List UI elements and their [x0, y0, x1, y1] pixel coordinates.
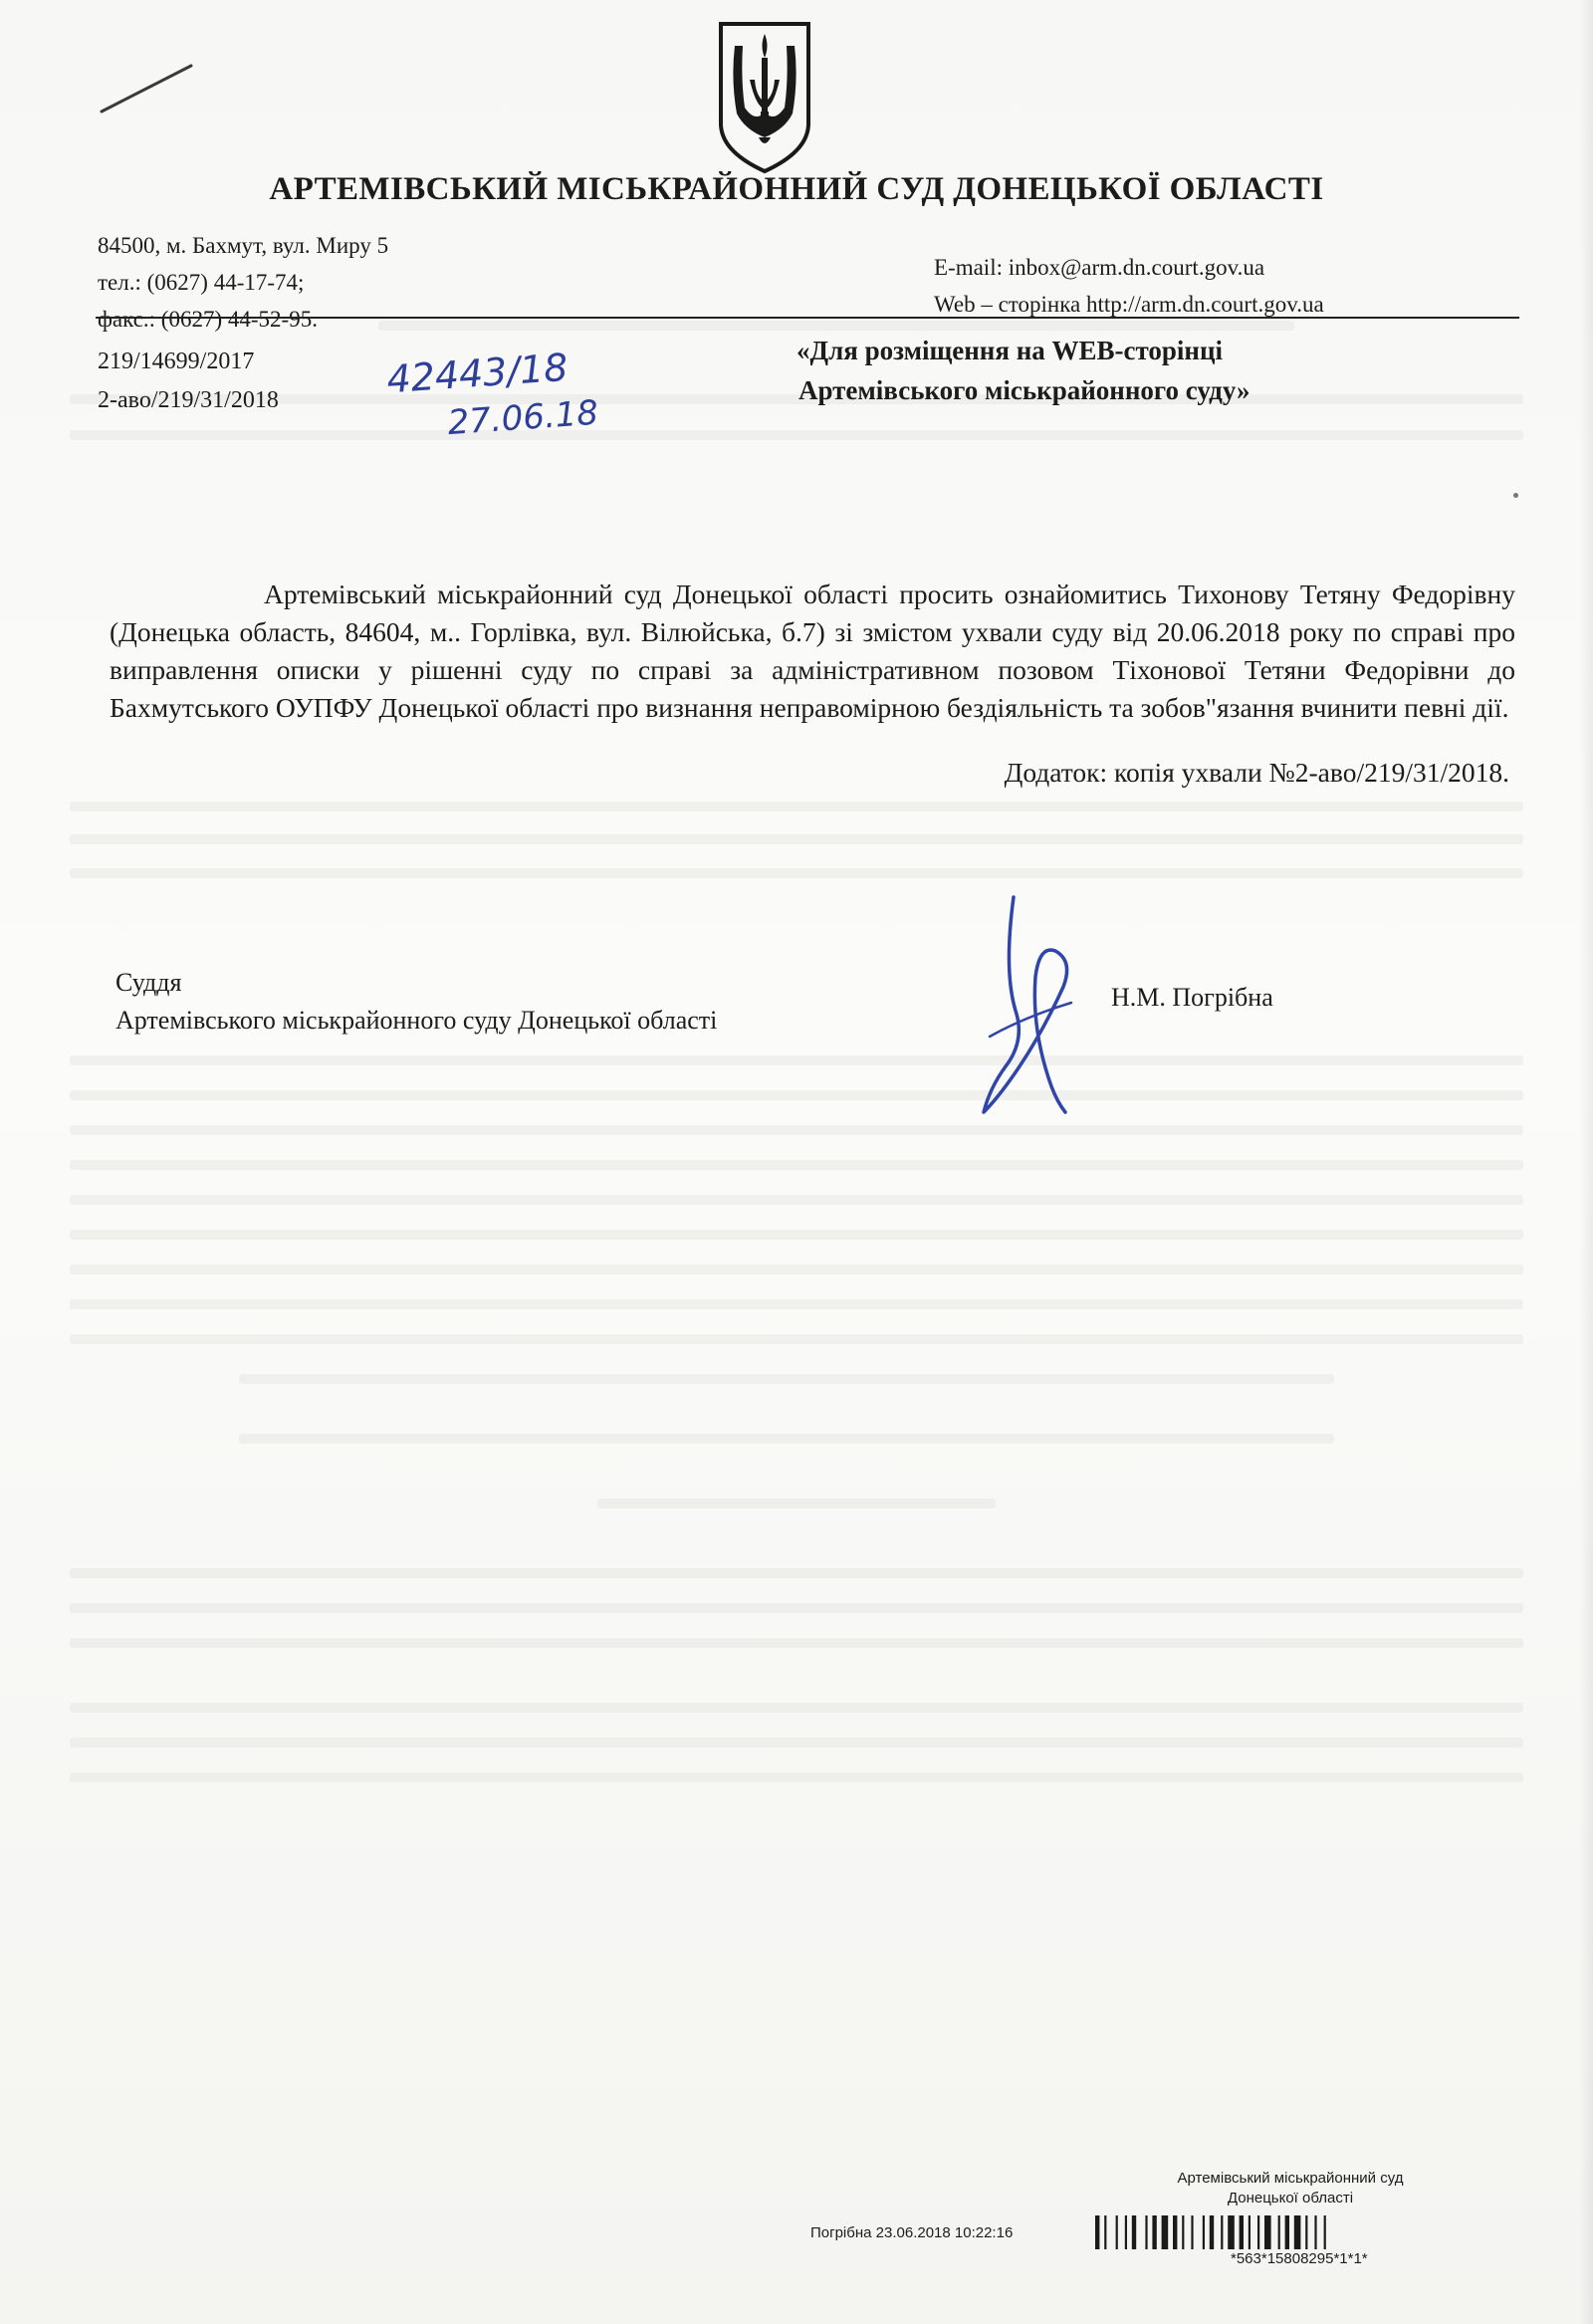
bleed-through	[70, 802, 1523, 812]
bleed-through	[70, 1568, 1523, 1578]
letter-body: Артемівський міськрайонний суд Донецької області просить ознайомитись Тихонову Тетяну Федорівну (Донецька область, 84604, м.. Горлівка, вул. Вілюйська, б.7) зі змістом ухвали суду від 20.06.2018 року по справі про виправлення описки у рішенні суду по справі за адміністративном позовом Тіхонової Тетяни Федорівни до Бахмутського ОУПФУ Донецької області про визнання неправомірною бездіяльність та зобов"язання вчинити певні дії.	[110, 579, 1515, 723]
web-publication-note	[796, 331, 1251, 410]
bleed-through	[70, 1334, 1523, 1344]
bleed-through	[597, 1499, 996, 1509]
stamp-court-line-1: Артемівський міськрайонний суд	[1177, 2170, 1404, 2187]
proceeding-number: 2-аво/219/31/2018	[98, 387, 279, 413]
court-title: АРТЕМІВСЬКИЙ МІСЬКРАЙОННИЙ СУД ДОНЕЦЬКОЇ ОБЛАСТІ	[269, 171, 1324, 207]
court-phone: тел.: (0627) 44-17-74;	[98, 270, 305, 295]
court-fax: факс.: (0627) 44-52-95.	[98, 307, 318, 332]
bleed-through	[70, 1772, 1523, 1782]
barcode-bar	[1095, 2215, 1099, 2249]
bleed-through	[70, 1125, 1523, 1135]
bleed-through	[70, 1265, 1523, 1275]
barcode-bar	[1191, 2215, 1193, 2249]
barcode-bar	[1125, 2215, 1127, 2249]
barcode-bar	[1221, 2215, 1223, 2249]
barcode-bar	[1228, 2215, 1235, 2249]
case-numbers	[98, 343, 279, 420]
barcode-bar	[1240, 2215, 1244, 2249]
case-number: 219/14699/2017	[98, 349, 255, 374]
court-email: E-mail: inbox@arm.dn.court.gov.ua	[934, 255, 1265, 280]
barcode-bar	[1162, 2215, 1169, 2249]
bleed-through	[70, 1738, 1523, 1747]
web-note-line-2: Артемівського міськрайонного суду»	[798, 375, 1251, 405]
handwritten-reg-date: 27.06.18	[446, 392, 600, 444]
stamp-code: *563*15808295*1*1*	[1231, 2250, 1368, 2267]
court-website: Web – сторінка http://arm.dn.court.gov.ua	[934, 292, 1324, 317]
bleed-through	[70, 1230, 1523, 1240]
barcode-bar	[1249, 2215, 1251, 2249]
bleed-through	[239, 1434, 1334, 1444]
attachment-note: Додаток: копія ухвали №2-аво/219/31/2018.	[1004, 757, 1509, 788]
signatory-name: Н.М. Погрібна	[1111, 983, 1273, 1012]
handwritten-registration	[385, 342, 600, 451]
barcode-bar	[1145, 2215, 1147, 2249]
barcode-bar	[1324, 2215, 1326, 2249]
signatory-court: Артемівського міськрайонного суду Донецької області	[115, 1006, 718, 1035]
bleed-through	[70, 1195, 1523, 1205]
barcode-bar	[1182, 2215, 1184, 2249]
signatory-title	[115, 964, 717, 1040]
handwritten-reg-number: 42443/18	[385, 345, 569, 402]
bleed-through	[70, 430, 1523, 440]
barcode-bar	[1152, 2215, 1156, 2249]
court-contacts-block	[934, 249, 1324, 323]
barcode-icon	[1095, 2215, 1374, 2249]
stamp-court-line-2: Донецької області	[1227, 2190, 1354, 2207]
barcode-bar	[1314, 2215, 1316, 2249]
bleed-through	[70, 1703, 1523, 1713]
bleed-through	[70, 1299, 1523, 1309]
web-note-line-1: «Для розміщення на WEB-сторінці	[796, 336, 1224, 365]
bleed-through	[70, 1603, 1523, 1613]
stamp-court-name	[1171, 2169, 1410, 2208]
pen-mark-icon	[94, 60, 203, 119]
bleed-through	[70, 1090, 1523, 1100]
bleed-through	[70, 834, 1523, 844]
bleed-through	[239, 1374, 1334, 1384]
barcode-bar	[1257, 2215, 1259, 2249]
barcode-bar	[1210, 2215, 1214, 2249]
barcode-bar	[1203, 2215, 1205, 2249]
barcode-bar	[1305, 2215, 1307, 2249]
handwritten-signature-icon	[956, 891, 1115, 1120]
barcode-bar	[1173, 2215, 1177, 2249]
barcode-bar	[1264, 2215, 1271, 2249]
barcode-bar	[1278, 2215, 1280, 2249]
coat-of-arms-icon	[715, 20, 814, 175]
bleed-through	[70, 1160, 1523, 1170]
header-divider	[96, 317, 1519, 319]
margin-dot	[1513, 493, 1518, 498]
stamp-timestamp: Погрібна 23.06.2018 10:22:16	[810, 2224, 1014, 2241]
bleed-through	[70, 1638, 1523, 1648]
barcode-bar	[1294, 2215, 1301, 2249]
barcode-bar	[1104, 2215, 1106, 2249]
court-address-block	[98, 227, 388, 338]
barcode-bar	[1285, 2215, 1289, 2249]
page-edge-shadow	[1579, 0, 1593, 2324]
bleed-through	[70, 1055, 1523, 1065]
court-address: 84500, м. Бахмут, вул. Миру 5	[98, 233, 389, 258]
barcode-bar	[1132, 2215, 1136, 2249]
bleed-through	[70, 868, 1523, 878]
signatory-position: Суддя	[115, 968, 182, 997]
barcode-bar	[1116, 2215, 1118, 2249]
